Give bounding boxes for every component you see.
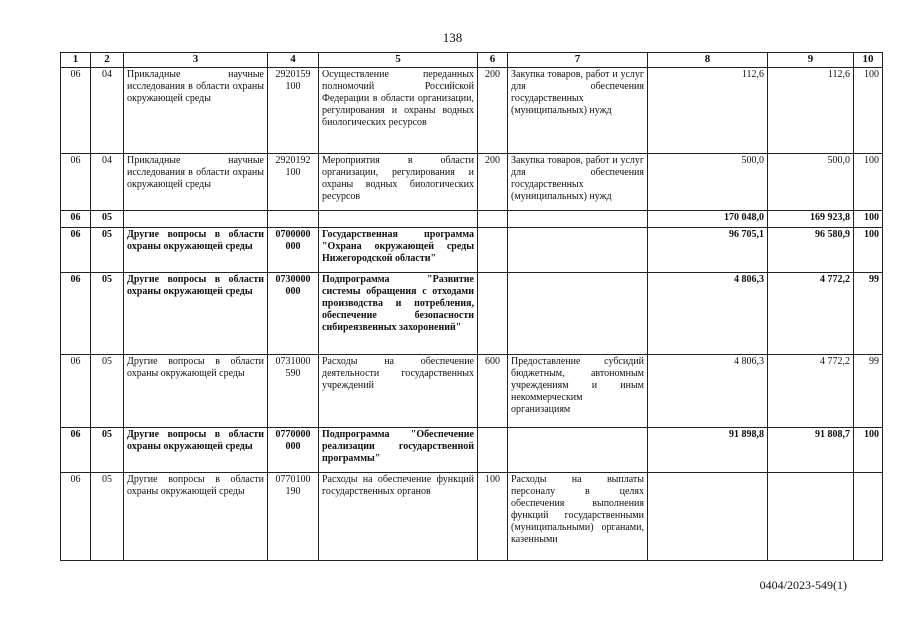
expense-type-code: 200 xyxy=(478,68,508,154)
table-row xyxy=(61,68,883,154)
target-article-name: Расходы на обеспечение функций государственных органов xyxy=(319,473,478,561)
subsection-code: 05 xyxy=(91,273,124,355)
section-code: 06 xyxy=(61,228,91,273)
expense-type-name xyxy=(508,273,648,355)
execution-percent: 99 xyxy=(854,273,883,355)
target-article-code: 2920192 100 xyxy=(268,154,319,211)
target-article-code: 2920159 100 xyxy=(268,68,319,154)
page-number: 138 xyxy=(442,30,463,45)
planned-amount: 96 705,1 xyxy=(648,228,768,273)
section-code: 06 xyxy=(61,473,91,561)
subsection-code: 04 xyxy=(91,154,124,211)
expense-type-code xyxy=(478,228,508,273)
executed-amount: 91 808,7 xyxy=(768,428,854,473)
planned-amount: 170 048,0 xyxy=(648,211,768,228)
table-row xyxy=(61,473,883,561)
planned-amount: 112,6 xyxy=(648,68,768,154)
column-header: 7 xyxy=(508,53,648,68)
table-row xyxy=(61,228,883,273)
target-article-code: 0770100 190 xyxy=(268,473,319,561)
execution-percent: 100 xyxy=(854,428,883,473)
section-code: 06 xyxy=(61,355,91,428)
section-name: Другие вопросы в области охраны окружающей среды xyxy=(124,473,268,561)
executed-amount xyxy=(768,473,854,561)
table-row xyxy=(61,273,883,355)
section-code: 06 xyxy=(61,211,91,228)
target-article-name: Подпрограмма "Обеспечение реализации государственной программы" xyxy=(319,428,478,473)
section-code: 06 xyxy=(61,428,91,473)
executed-amount: 169 923,8 xyxy=(768,211,854,228)
target-article-code: 0770000 000 xyxy=(268,428,319,473)
target-article-code: 0700000 000 xyxy=(268,228,319,273)
section-name: Другие вопросы в области охраны окружающей среды xyxy=(124,273,268,355)
subsection-code: 05 xyxy=(91,228,124,273)
planned-amount: 500,0 xyxy=(648,154,768,211)
planned-amount: 4 806,3 xyxy=(648,273,768,355)
budget-table xyxy=(60,52,883,561)
document-code: 0404/2023-549(1) xyxy=(759,578,847,592)
expense-type-code xyxy=(478,211,508,228)
planned-amount: 4 806,3 xyxy=(648,355,768,428)
expense-type-name xyxy=(508,228,648,273)
column-header: 10 xyxy=(854,53,883,68)
header-row xyxy=(61,53,883,68)
expense-type-name: Расходы на выплаты персоналу в целях обеспечения выполнения функций государственными (муниципальными) органами, казенными xyxy=(508,473,648,561)
subsection-code: 05 xyxy=(91,355,124,428)
column-header: 6 xyxy=(478,53,508,68)
planned-amount: 91 898,8 xyxy=(648,428,768,473)
execution-percent: 100 xyxy=(854,211,883,228)
executed-amount: 500,0 xyxy=(768,154,854,211)
section-code: 06 xyxy=(61,273,91,355)
subsection-code: 05 xyxy=(91,211,124,228)
table-row xyxy=(61,355,883,428)
executed-amount: 112,6 xyxy=(768,68,854,154)
column-header: 9 xyxy=(768,53,854,68)
column-header: 5 xyxy=(319,53,478,68)
target-article-name: Расходы на обеспечение деятельности государственных учреждений xyxy=(319,355,478,428)
section-name xyxy=(124,211,268,228)
section-name: Прикладные научные исследования в области охраны окружающей среды xyxy=(124,68,268,154)
target-article-name: Мероприятия в области организации, регулирования и охраны водных биологических ресурсов xyxy=(319,154,478,211)
table-row xyxy=(61,428,883,473)
subsection-code: 05 xyxy=(91,473,124,561)
section-name: Другие вопросы в области охраны окружающей среды xyxy=(124,355,268,428)
executed-amount: 4 772,2 xyxy=(768,273,854,355)
column-header: 8 xyxy=(648,53,768,68)
execution-percent: 100 xyxy=(854,68,883,154)
target-article-name xyxy=(319,211,478,228)
expense-type-code: 600 xyxy=(478,355,508,428)
target-article-name: Государственная программа "Охрана окружающей среды Нижегородской области" xyxy=(319,228,478,273)
expense-type-name: Закупка товаров, работ и услуг для обеспечения государственных (муниципальных) нужд xyxy=(508,154,648,211)
execution-percent: 100 xyxy=(854,154,883,211)
planned-amount xyxy=(648,473,768,561)
expense-type-name: Предоставление субсидий бюджетным, автономным учреждениям и иным некоммерческим организациям xyxy=(508,355,648,428)
expense-type-code xyxy=(478,273,508,355)
execution-percent: 99 xyxy=(854,355,883,428)
section-code: 06 xyxy=(61,154,91,211)
section-name: Прикладные научные исследования в области охраны окружающей среды xyxy=(124,154,268,211)
expense-type-name xyxy=(508,211,648,228)
subsection-code: 05 xyxy=(91,428,124,473)
target-article-code xyxy=(268,211,319,228)
expense-type-code: 100 xyxy=(478,473,508,561)
section-code: 06 xyxy=(61,68,91,154)
column-header: 2 xyxy=(91,53,124,68)
executed-amount: 4 772,2 xyxy=(768,355,854,428)
subsection-code: 04 xyxy=(91,68,124,154)
column-header: 3 xyxy=(124,53,268,68)
target-article-name: Подпрограмма "Развитие системы обращения с отходами производства и потребления, обеспечение безопасности сибиреязвенных захоронений" xyxy=(319,273,478,355)
executed-amount: 96 580,9 xyxy=(768,228,854,273)
execution-percent xyxy=(854,473,883,561)
expense-type-code xyxy=(478,428,508,473)
section-name: Другие вопросы в области охраны окружающей среды xyxy=(124,428,268,473)
execution-percent: 100 xyxy=(854,228,883,273)
table-row xyxy=(61,211,883,228)
expense-type-name: Закупка товаров, работ и услуг для обеспечения государственных (муниципальных) нужд xyxy=(508,68,648,154)
table-row xyxy=(61,154,883,211)
target-article-name: Осуществление переданных полномочий Российской Федерации в области организации, регулирования и охраны водных биологических ресурсов xyxy=(319,68,478,154)
expense-type-code: 200 xyxy=(478,154,508,211)
target-article-code: 0731000 590 xyxy=(268,355,319,428)
target-article-code: 0730000 000 xyxy=(268,273,319,355)
column-header: 4 xyxy=(268,53,319,68)
column-header: 1 xyxy=(61,53,91,68)
expense-type-name xyxy=(508,428,648,473)
section-name: Другие вопросы в области охраны окружающей среды xyxy=(124,228,268,273)
